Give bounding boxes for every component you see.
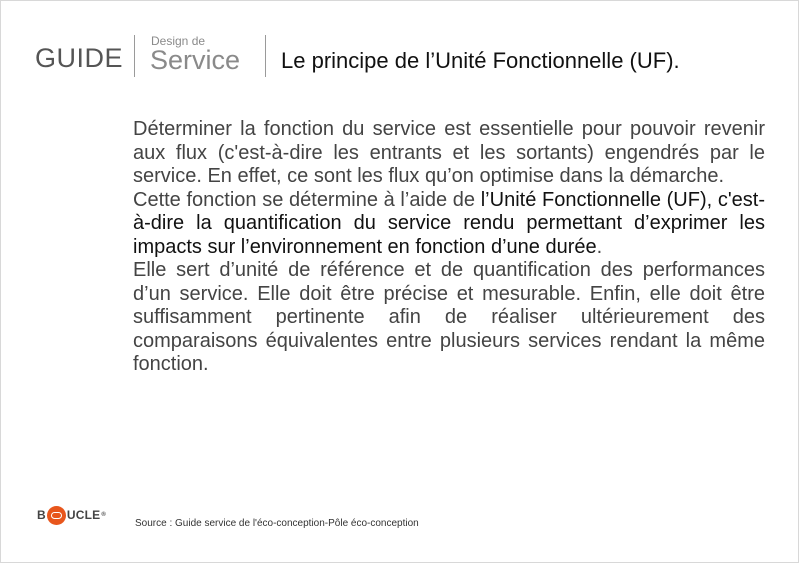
page-title: Le principe de l’Unité Fonctionnelle (UF). <box>281 48 680 73</box>
source-note: Source : Guide service de l'éco-conception-Pôle éco-conception <box>135 518 419 529</box>
registered-mark: ® <box>101 512 106 518</box>
paragraph-2-lead: Cette fonction se détermine à l’aide de <box>133 188 481 211</box>
body-text <box>133 118 765 377</box>
header <box>1 31 799 79</box>
loop-icon <box>47 506 66 525</box>
paragraph-2 <box>133 189 765 260</box>
header-divider <box>265 35 266 77</box>
guide-label: GUIDE <box>35 43 124 73</box>
logo-letter: B <box>37 508 46 522</box>
paragraph-3: Elle sert d’unité de référence et de quantification des performances d’un service. Elle doit être précise et mesurable. Enfin, elle doit être suffisamment pertinente afin de réaliser ultérieurement des comparaisons équivalentes entre plusieurs services rendant la même fonction. <box>133 259 765 375</box>
service-label: Service <box>150 45 241 75</box>
paragraph-2-end: . <box>596 235 603 258</box>
paragraph-1: Déterminer la fonction du service est essentielle pour pouvoir revenir aux flux (c'est-à-dire les entrants et les sortants) engendrés par le service. En effet, ce sont les flux qu’on optimise dans la démarche. <box>133 118 765 187</box>
boucle-logo <box>37 504 107 526</box>
design-de-label: Design de <box>151 34 206 48</box>
paragraph-2-emphasis: l’Unité Fonctionnelle (UF), c'est-à-dire la quantification du service rendu permettant d’exprimer les impacts sur l’environnement en fonction d’une durée <box>133 188 766 258</box>
logo-letters: UCLE <box>66 508 101 522</box>
header-divider <box>134 35 135 77</box>
